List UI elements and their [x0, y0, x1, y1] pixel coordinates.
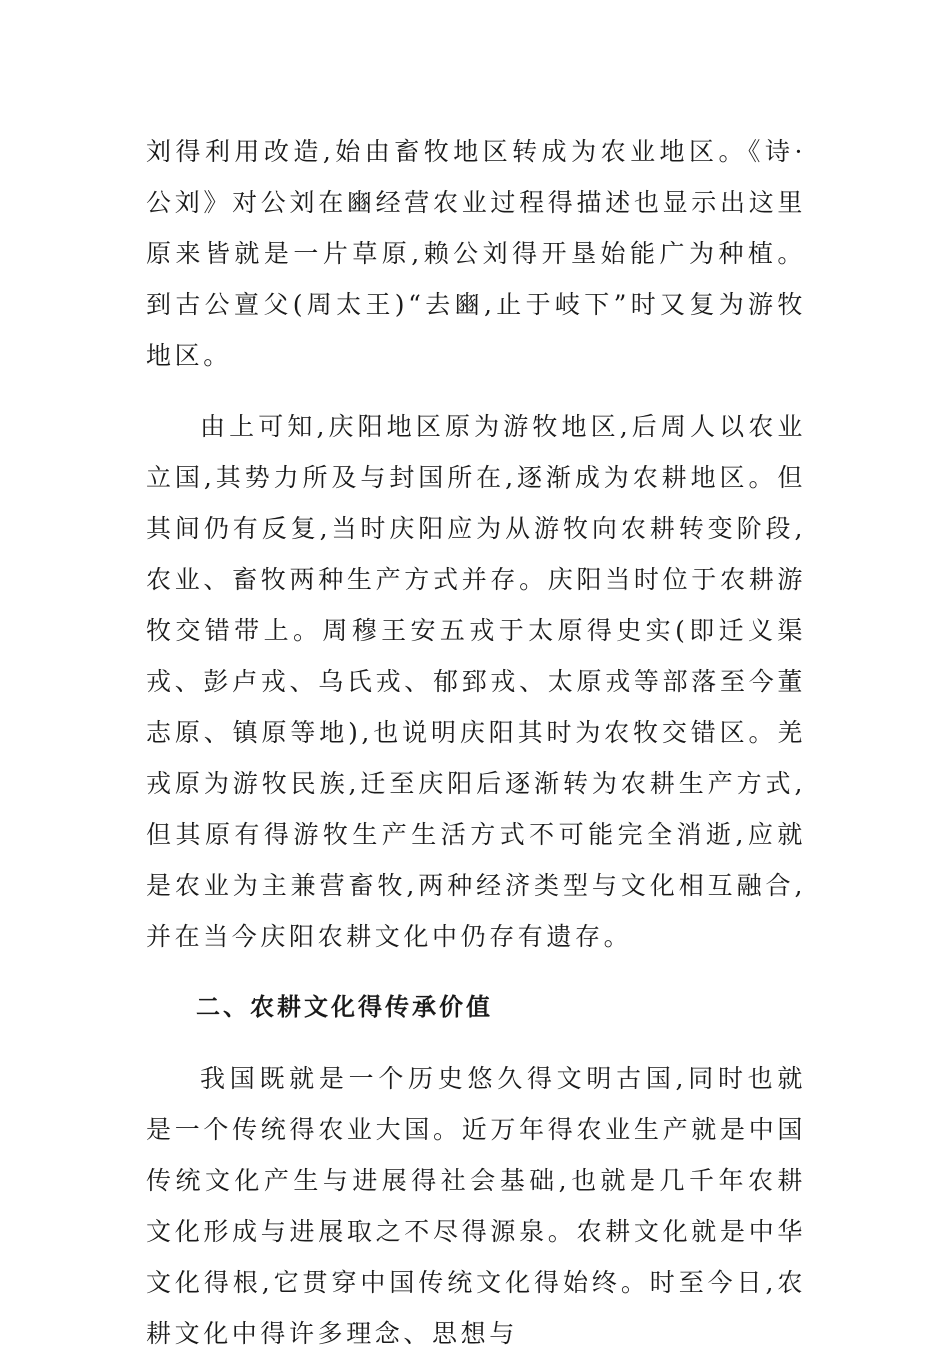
paragraph-qingyang-history: 由上可知,庆阳地区原为游牧地区,后周人以农业立国,其势力所及与封国所在,逐渐成为农耕地区。但其间仍有反复,当时庆阳应为从游牧向农耕转变阶段,农业、畜牧两种生产方式并存。庆阳当时位于农耕游牧交错带上。周穆王安五戎于太原得史实(即迁义渠戎、彭卢戎、乌氏戎、郁郅戎、太原戎等部落至今董志原、镇原等地),也说明庆阳其时为农牧交错区。羌戎原为游牧民族,迁至庆阳后逐渐转为农耕生产方式,但其原有得游牧生产生活方式不可能完全消逝,应就是农业为主兼营畜牧,两种经济类型与文化相互融合,并在当今庆阳农耕文化中仍存有遗存。	[146, 412, 806, 951]
section-heading: 二、农耕文化得传承价值	[196, 993, 493, 1021]
document-page	[146, 126, 806, 1359]
paragraph-continuation: 刘得利用改造,始由畜牧地区转成为农业地区。《诗·公刘》对公刘在豳经营农业过程得描述也显示出这里原来皆就是一片草原,赖公刘得开垦始能广为种植。到古公亶父(周太王)“去豳,止于岐下”时又复为游牧地区。	[146, 137, 806, 370]
paragraph-farming-culture: 我国既就是一个历史悠久得文明古国,同时也就是一个传统得农业大国。近万年得农业生产就是中国传统文化产生与进展得社会基础,也就是几千年农耕文化形成与进展取之不尽得源泉。农耕文化就是中华文化得根,它贯穿中国传统文化得始终。时至今日,农耕文化中得许多理念、思想与	[146, 1064, 806, 1348]
